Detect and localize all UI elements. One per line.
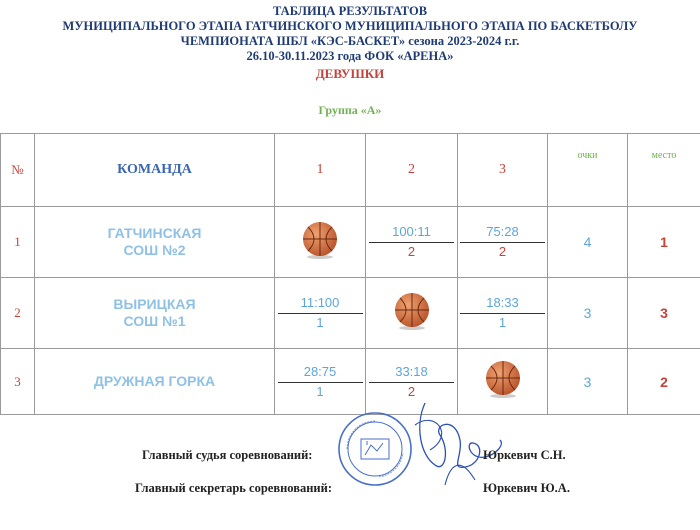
team-name-line: СОШ №1 [123, 313, 186, 329]
header-points: очки [548, 134, 628, 207]
match-points: 2 [498, 244, 507, 259]
title-line-3: ЧЕМПИОНАТА ШБЛ «КЭС-БАСКЕТ» сезона 2023-2024 г.г. [180, 34, 520, 48]
header-col-2: 2 [366, 134, 458, 207]
match-score: 28:75 [278, 363, 363, 383]
row-num: 1 [1, 207, 35, 278]
place-value: 2 [628, 349, 700, 415]
basketball-icon [392, 291, 432, 331]
match-points: 2 [407, 383, 416, 399]
score-cell [458, 207, 548, 278]
match-score: 100:11 [369, 223, 454, 243]
row-num: 2 [1, 278, 35, 349]
basketball-icon [483, 359, 523, 399]
header-col-3: 3 [458, 134, 548, 207]
basketball-icon [300, 220, 340, 260]
category-label: ДЕВУШКИ [315, 66, 385, 81]
score-cell [275, 349, 366, 415]
secretary-name: Юркевич Ю.А. [483, 481, 570, 495]
match-points: 2 [407, 244, 416, 259]
team-name [35, 207, 275, 278]
points-value: 3 [548, 278, 628, 349]
secretary-label: Главный секретарь соревнований: [135, 481, 332, 495]
team-name [35, 278, 275, 349]
match-score: 75:28 [460, 223, 545, 243]
match-points: 1 [316, 315, 324, 330]
self-match-cell [275, 207, 366, 278]
header-place: место [628, 134, 700, 207]
team-name-line: ГАТЧИНСКАЯ [107, 225, 202, 241]
row-num: 3 [1, 349, 35, 415]
team-name-line: ВЫРИЦКАЯ [113, 296, 196, 312]
table-row [1, 278, 700, 349]
results-table [0, 133, 700, 415]
title-line-4: 26.10-30.11.2023 года ФОК «АРЕНА» [246, 49, 454, 63]
team-name-line: СОШ №2 [123, 242, 186, 258]
title-line-1: ТАБЛИЦА РЕЗУЛЬТАТОВ [272, 4, 428, 18]
score-cell [366, 207, 458, 278]
match-points: 1 [316, 383, 324, 399]
header-team: КОМАНДА [35, 134, 275, 207]
header-num: № [1, 134, 35, 207]
team-name: ДРУЖНАЯ ГОРКА [35, 349, 275, 415]
score-cell [275, 278, 366, 349]
points-value: 4 [548, 207, 628, 278]
signature-scribble [395, 395, 515, 495]
judge-label: Главный судья соревнований: [142, 448, 313, 462]
title-line-2: МУНИЦИПАЛЬНОГО ЭТАПА ГАТЧИНСКОГО МУНИЦИПАЛЬНОГО ЭТАПА ПО БАСКЕТБОЛУ [62, 19, 638, 33]
place-value: 1 [628, 207, 700, 278]
points-value: 3 [548, 349, 628, 415]
place-value: 3 [628, 278, 700, 349]
match-score: 33:18 [369, 363, 454, 383]
match-points: 1 [498, 315, 507, 330]
score-cell [458, 278, 548, 349]
table-row [1, 207, 700, 278]
self-match-cell [366, 278, 458, 349]
table-row [1, 349, 700, 415]
table-header-row [1, 134, 700, 207]
group-label: Группа «А» [318, 103, 382, 117]
match-score: 11:100 [278, 294, 363, 314]
header-col-1: 1 [275, 134, 366, 207]
match-score: 18:33 [460, 294, 545, 314]
judge-name: Юркевич С.Н. [483, 448, 566, 462]
